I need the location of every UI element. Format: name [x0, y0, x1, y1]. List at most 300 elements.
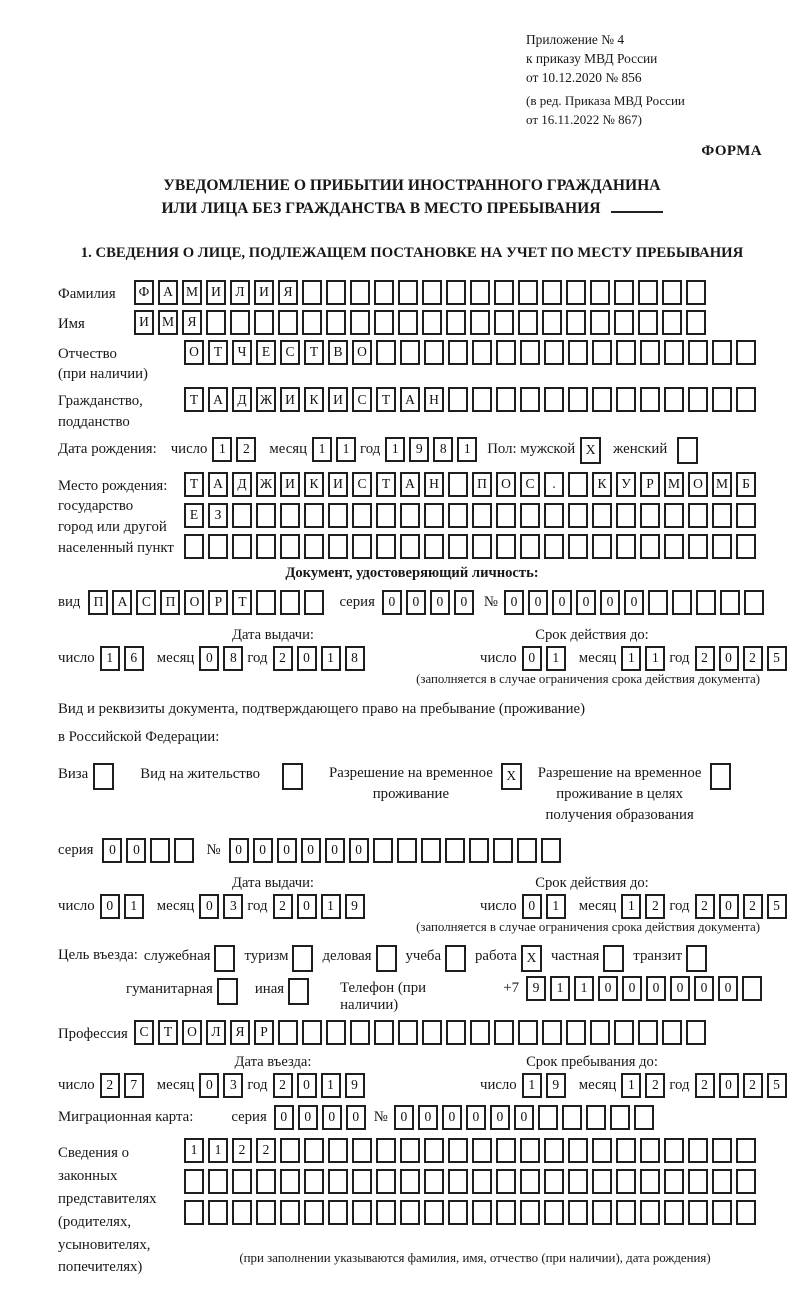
char-cell[interactable]	[664, 534, 684, 559]
char-cell[interactable]: 1	[522, 1073, 542, 1098]
char-cell[interactable]	[400, 503, 420, 528]
char-cell[interactable]	[496, 534, 516, 559]
char-cell[interactable]	[566, 310, 586, 335]
char-cell[interactable]	[568, 1169, 588, 1194]
char-cell[interactable]: 5	[767, 646, 787, 671]
char-cell[interactable]: А	[400, 387, 420, 412]
char-cell[interactable]	[672, 590, 692, 615]
char-cell[interactable]: 0	[600, 590, 620, 615]
char-cell[interactable]	[302, 310, 322, 335]
char-cell[interactable]	[518, 280, 538, 305]
char-cell[interactable]: 8	[345, 646, 365, 671]
char-cell[interactable]	[472, 1200, 492, 1225]
char-cell[interactable]	[592, 534, 612, 559]
char-cell[interactable]	[566, 1020, 586, 1045]
char-cell[interactable]: М	[664, 472, 684, 497]
char-cell[interactable]	[400, 1169, 420, 1194]
char-cell[interactable]	[664, 340, 684, 365]
char-cell[interactable]: 1	[321, 646, 341, 671]
char-cell[interactable]	[664, 1200, 684, 1225]
char-cell[interactable]	[397, 838, 417, 863]
char-cell[interactable]	[304, 590, 324, 615]
char-cell[interactable]	[352, 534, 372, 559]
char-cell[interactable]	[736, 387, 756, 412]
char-cell[interactable]: 9	[526, 976, 546, 1001]
char-cell[interactable]: 0	[624, 590, 644, 615]
char-cell[interactable]: О	[688, 472, 708, 497]
char-cell[interactable]: 2	[236, 437, 256, 462]
char-cell[interactable]: 9	[546, 1073, 566, 1098]
char-cell[interactable]	[184, 534, 204, 559]
char-cell[interactable]: 0	[126, 838, 146, 863]
char-cell[interactable]: С	[520, 472, 540, 497]
char-cell[interactable]	[688, 387, 708, 412]
char-cell[interactable]: Т	[184, 387, 204, 412]
char-cell[interactable]: 0	[622, 976, 642, 1001]
char-cell[interactable]: 2	[645, 894, 665, 919]
char-cell[interactable]	[518, 310, 538, 335]
char-cell[interactable]: 0	[297, 646, 317, 671]
char-cell[interactable]: У	[616, 472, 636, 497]
char-cell[interactable]	[302, 280, 322, 305]
char-cell[interactable]: 0	[528, 590, 548, 615]
char-cell[interactable]	[616, 1200, 636, 1225]
char-cell[interactable]: К	[592, 472, 612, 497]
char-cell[interactable]: 2	[743, 1073, 763, 1098]
char-cell[interactable]	[326, 280, 346, 305]
char-cell[interactable]: 0	[719, 646, 739, 671]
char-cell[interactable]	[648, 590, 668, 615]
char-cell[interactable]	[592, 340, 612, 365]
char-cell[interactable]: .	[544, 472, 564, 497]
char-cell[interactable]	[544, 1169, 564, 1194]
visa-checkbox[interactable]	[93, 763, 114, 790]
char-cell[interactable]: 2	[256, 1138, 276, 1163]
char-cell[interactable]	[256, 534, 276, 559]
char-cell[interactable]	[640, 1200, 660, 1225]
char-cell[interactable]	[614, 280, 634, 305]
char-cell[interactable]	[208, 534, 228, 559]
char-cell[interactable]: 1	[184, 1138, 204, 1163]
char-cell[interactable]: 1	[457, 437, 477, 462]
char-cell[interactable]	[422, 310, 442, 335]
char-cell[interactable]	[494, 1020, 514, 1045]
char-cell[interactable]	[517, 838, 537, 863]
char-cell[interactable]	[736, 340, 756, 365]
char-cell[interactable]: Д	[232, 472, 252, 497]
char-cell[interactable]	[640, 1169, 660, 1194]
char-cell[interactable]	[712, 1169, 732, 1194]
char-cell[interactable]	[304, 1138, 324, 1163]
char-cell[interactable]	[568, 472, 588, 497]
char-cell[interactable]	[742, 976, 762, 1001]
char-cell[interactable]: 3	[223, 894, 243, 919]
char-cell[interactable]	[448, 387, 468, 412]
char-cell[interactable]: 2	[100, 1073, 120, 1098]
char-cell[interactable]: Я	[278, 280, 298, 305]
char-cell[interactable]: Ф	[134, 280, 154, 305]
char-cell[interactable]	[736, 1138, 756, 1163]
char-cell[interactable]	[232, 1169, 252, 1194]
char-cell[interactable]	[254, 310, 274, 335]
char-cell[interactable]: 2	[743, 894, 763, 919]
char-cell[interactable]: 9	[409, 437, 429, 462]
char-cell[interactable]	[445, 838, 465, 863]
char-cell[interactable]	[520, 503, 540, 528]
char-cell[interactable]: 0	[430, 590, 450, 615]
char-cell[interactable]	[686, 280, 706, 305]
char-cell[interactable]: 0	[297, 894, 317, 919]
char-cell[interactable]: 0	[522, 646, 542, 671]
char-cell[interactable]: Ж	[256, 472, 276, 497]
purpose-work-checkbox[interactable]: X	[521, 945, 542, 972]
char-cell[interactable]	[568, 1138, 588, 1163]
char-cell[interactable]	[686, 310, 706, 335]
char-cell[interactable]: Т	[304, 340, 324, 365]
char-cell[interactable]	[328, 503, 348, 528]
char-cell[interactable]	[640, 503, 660, 528]
char-cell[interactable]	[616, 1138, 636, 1163]
char-cell[interactable]	[590, 280, 610, 305]
char-cell[interactable]	[328, 1138, 348, 1163]
char-cell[interactable]: 8	[223, 646, 243, 671]
purpose-transit-checkbox[interactable]	[686, 945, 707, 972]
char-cell[interactable]	[184, 1200, 204, 1225]
char-cell[interactable]	[278, 1020, 298, 1045]
char-cell[interactable]	[640, 387, 660, 412]
char-cell[interactable]: 0	[297, 1073, 317, 1098]
char-cell[interactable]	[232, 534, 252, 559]
char-cell[interactable]	[542, 310, 562, 335]
char-cell[interactable]	[494, 310, 514, 335]
char-cell[interactable]	[494, 280, 514, 305]
char-cell[interactable]	[446, 310, 466, 335]
char-cell[interactable]: О	[182, 1020, 202, 1045]
char-cell[interactable]: 0	[552, 590, 572, 615]
char-cell[interactable]: М	[182, 280, 202, 305]
char-cell[interactable]	[280, 503, 300, 528]
char-cell[interactable]	[638, 310, 658, 335]
char-cell[interactable]: В	[328, 340, 348, 365]
char-cell[interactable]: 1	[321, 894, 341, 919]
char-cell[interactable]: 0	[325, 838, 345, 863]
purpose-business-checkbox[interactable]	[214, 945, 235, 972]
char-cell[interactable]	[688, 534, 708, 559]
char-cell[interactable]	[541, 838, 561, 863]
char-cell[interactable]: 0	[199, 894, 219, 919]
char-cell[interactable]: Б	[736, 472, 756, 497]
char-cell[interactable]: 0	[522, 894, 542, 919]
char-cell[interactable]: 0	[576, 590, 596, 615]
char-cell[interactable]	[520, 534, 540, 559]
char-cell[interactable]: Т	[232, 590, 252, 615]
char-cell[interactable]: Т	[376, 387, 396, 412]
char-cell[interactable]	[640, 534, 660, 559]
char-cell[interactable]	[304, 1169, 324, 1194]
char-cell[interactable]	[592, 1138, 612, 1163]
char-cell[interactable]	[448, 340, 468, 365]
char-cell[interactable]	[496, 503, 516, 528]
char-cell[interactable]	[712, 387, 732, 412]
char-cell[interactable]: 0	[418, 1105, 438, 1130]
char-cell[interactable]: Л	[230, 280, 250, 305]
char-cell[interactable]	[350, 310, 370, 335]
char-cell[interactable]: 2	[273, 646, 293, 671]
char-cell[interactable]	[446, 1020, 466, 1045]
char-cell[interactable]: 1	[621, 894, 641, 919]
char-cell[interactable]	[520, 1138, 540, 1163]
char-cell[interactable]	[184, 1169, 204, 1194]
char-cell[interactable]: 1	[546, 894, 566, 919]
char-cell[interactable]: 1	[574, 976, 594, 1001]
char-cell[interactable]	[448, 472, 468, 497]
char-cell[interactable]: 1	[124, 894, 144, 919]
char-cell[interactable]	[470, 280, 490, 305]
char-cell[interactable]: С	[352, 472, 372, 497]
char-cell[interactable]: Е	[184, 503, 204, 528]
char-cell[interactable]	[568, 340, 588, 365]
char-cell[interactable]	[544, 1200, 564, 1225]
char-cell[interactable]: С	[352, 387, 372, 412]
char-cell[interactable]	[568, 387, 588, 412]
char-cell[interactable]	[688, 1169, 708, 1194]
char-cell[interactable]: 1	[208, 1138, 228, 1163]
char-cell[interactable]: 1	[212, 437, 232, 462]
char-cell[interactable]: 0	[719, 1073, 739, 1098]
char-cell[interactable]: Р	[208, 590, 228, 615]
char-cell[interactable]	[422, 280, 442, 305]
char-cell[interactable]	[422, 1020, 442, 1045]
char-cell[interactable]	[374, 310, 394, 335]
char-cell[interactable]	[448, 534, 468, 559]
purpose-humanitarian-checkbox[interactable]	[217, 978, 238, 1005]
char-cell[interactable]	[662, 310, 682, 335]
char-cell[interactable]	[472, 1169, 492, 1194]
char-cell[interactable]	[448, 503, 468, 528]
char-cell[interactable]	[376, 534, 396, 559]
char-cell[interactable]	[472, 503, 492, 528]
char-cell[interactable]: 9	[345, 894, 365, 919]
char-cell[interactable]	[280, 590, 300, 615]
char-cell[interactable]	[590, 310, 610, 335]
char-cell[interactable]	[280, 1200, 300, 1225]
char-cell[interactable]: А	[112, 590, 132, 615]
char-cell[interactable]: 6	[124, 646, 144, 671]
char-cell[interactable]: 0	[670, 976, 690, 1001]
char-cell[interactable]	[256, 590, 276, 615]
char-cell[interactable]	[448, 1200, 468, 1225]
char-cell[interactable]: 0	[598, 976, 618, 1001]
char-cell[interactable]	[568, 503, 588, 528]
char-cell[interactable]	[638, 280, 658, 305]
char-cell[interactable]	[350, 1020, 370, 1045]
char-cell[interactable]	[278, 310, 298, 335]
char-cell[interactable]	[592, 503, 612, 528]
char-cell[interactable]	[174, 838, 194, 863]
char-cell[interactable]: 0	[298, 1105, 318, 1130]
char-cell[interactable]: Я	[230, 1020, 250, 1045]
char-cell[interactable]	[688, 1138, 708, 1163]
char-cell[interactable]	[352, 503, 372, 528]
char-cell[interactable]	[566, 280, 586, 305]
char-cell[interactable]: П	[88, 590, 108, 615]
char-cell[interactable]	[256, 1169, 276, 1194]
char-cell[interactable]	[352, 1200, 372, 1225]
char-cell[interactable]: 0	[199, 646, 219, 671]
char-cell[interactable]	[448, 1169, 468, 1194]
char-cell[interactable]	[232, 1200, 252, 1225]
char-cell[interactable]: 1	[100, 646, 120, 671]
char-cell[interactable]: 2	[695, 646, 715, 671]
char-cell[interactable]	[592, 1200, 612, 1225]
char-cell[interactable]	[230, 310, 250, 335]
char-cell[interactable]	[520, 1200, 540, 1225]
char-cell[interactable]	[634, 1105, 654, 1130]
char-cell[interactable]: А	[158, 280, 178, 305]
char-cell[interactable]: 0	[719, 894, 739, 919]
char-cell[interactable]	[208, 1169, 228, 1194]
char-cell[interactable]: Е	[256, 340, 276, 365]
char-cell[interactable]: 0	[718, 976, 738, 1001]
char-cell[interactable]	[376, 1169, 396, 1194]
char-cell[interactable]: Л	[206, 1020, 226, 1045]
char-cell[interactable]: Т	[376, 472, 396, 497]
char-cell[interactable]	[592, 1169, 612, 1194]
char-cell[interactable]: 0	[490, 1105, 510, 1130]
char-cell[interactable]	[712, 534, 732, 559]
char-cell[interactable]: 5	[767, 1073, 787, 1098]
char-cell[interactable]	[326, 310, 346, 335]
char-cell[interactable]: 0	[277, 838, 297, 863]
char-cell[interactable]	[664, 503, 684, 528]
char-cell[interactable]	[376, 503, 396, 528]
char-cell[interactable]	[712, 340, 732, 365]
char-cell[interactable]	[421, 838, 441, 863]
char-cell[interactable]: И	[280, 472, 300, 497]
char-cell[interactable]: 2	[695, 894, 715, 919]
char-cell[interactable]: 0	[442, 1105, 462, 1130]
char-cell[interactable]: 1	[336, 437, 356, 462]
char-cell[interactable]	[720, 590, 740, 615]
temp-residence-edu-checkbox[interactable]	[710, 763, 731, 790]
char-cell[interactable]	[712, 1138, 732, 1163]
char-cell[interactable]	[544, 503, 564, 528]
char-cell[interactable]: И	[254, 280, 274, 305]
char-cell[interactable]	[424, 340, 444, 365]
char-cell[interactable]	[616, 503, 636, 528]
char-cell[interactable]: П	[472, 472, 492, 497]
char-cell[interactable]	[470, 310, 490, 335]
char-cell[interactable]: 1	[550, 976, 570, 1001]
char-cell[interactable]	[662, 280, 682, 305]
char-cell[interactable]	[562, 1105, 582, 1130]
char-cell[interactable]	[712, 1200, 732, 1225]
char-cell[interactable]: 2	[232, 1138, 252, 1163]
char-cell[interactable]: Д	[232, 387, 252, 412]
purpose-private-checkbox[interactable]	[603, 945, 624, 972]
char-cell[interactable]	[518, 1020, 538, 1045]
char-cell[interactable]	[496, 1138, 516, 1163]
char-cell[interactable]	[638, 1020, 658, 1045]
purpose-tourism-checkbox[interactable]	[292, 945, 313, 972]
char-cell[interactable]: Н	[424, 472, 444, 497]
char-cell[interactable]: Р	[254, 1020, 274, 1045]
char-cell[interactable]	[616, 1169, 636, 1194]
char-cell[interactable]	[206, 310, 226, 335]
char-cell[interactable]	[424, 534, 444, 559]
char-cell[interactable]	[376, 1138, 396, 1163]
char-cell[interactable]	[538, 1105, 558, 1130]
char-cell[interactable]: Ж	[256, 387, 276, 412]
char-cell[interactable]: 0	[694, 976, 714, 1001]
char-cell[interactable]: С	[280, 340, 300, 365]
char-cell[interactable]	[542, 280, 562, 305]
char-cell[interactable]	[424, 1138, 444, 1163]
char-cell[interactable]	[688, 340, 708, 365]
char-cell[interactable]	[326, 1020, 346, 1045]
char-cell[interactable]	[496, 340, 516, 365]
char-cell[interactable]	[736, 534, 756, 559]
char-cell[interactable]: 0	[322, 1105, 342, 1130]
char-cell[interactable]: 0	[229, 838, 249, 863]
char-cell[interactable]: С	[136, 590, 156, 615]
char-cell[interactable]: 1	[621, 1073, 641, 1098]
char-cell[interactable]	[662, 1020, 682, 1045]
char-cell[interactable]: 0	[382, 590, 402, 615]
char-cell[interactable]	[328, 1200, 348, 1225]
char-cell[interactable]: 0	[349, 838, 369, 863]
char-cell[interactable]	[232, 503, 252, 528]
char-cell[interactable]	[520, 387, 540, 412]
char-cell[interactable]	[744, 590, 764, 615]
sex-female-checkbox[interactable]	[677, 437, 698, 464]
char-cell[interactable]: 3	[223, 1073, 243, 1098]
char-cell[interactable]	[376, 1200, 396, 1225]
char-cell[interactable]	[493, 838, 513, 863]
char-cell[interactable]: И	[328, 472, 348, 497]
char-cell[interactable]	[256, 1200, 276, 1225]
char-cell[interactable]: А	[208, 387, 228, 412]
char-cell[interactable]: О	[184, 590, 204, 615]
char-cell[interactable]	[688, 503, 708, 528]
char-cell[interactable]	[328, 534, 348, 559]
char-cell[interactable]: И	[328, 387, 348, 412]
char-cell[interactable]: 0	[346, 1105, 366, 1130]
char-cell[interactable]: 0	[646, 976, 666, 1001]
char-cell[interactable]	[696, 590, 716, 615]
char-cell[interactable]: О	[496, 472, 516, 497]
char-cell[interactable]	[400, 340, 420, 365]
char-cell[interactable]: М	[712, 472, 732, 497]
char-cell[interactable]	[686, 1020, 706, 1045]
char-cell[interactable]	[664, 1169, 684, 1194]
char-cell[interactable]: 0	[199, 1073, 219, 1098]
char-cell[interactable]	[544, 534, 564, 559]
char-cell[interactable]	[376, 340, 396, 365]
char-cell[interactable]: 0	[253, 838, 273, 863]
char-cell[interactable]	[150, 838, 170, 863]
char-cell[interactable]: 1	[546, 646, 566, 671]
residence-permit-checkbox[interactable]	[282, 763, 303, 790]
char-cell[interactable]: 1	[312, 437, 332, 462]
char-cell[interactable]	[472, 387, 492, 412]
char-cell[interactable]: Я	[182, 310, 202, 335]
char-cell[interactable]	[610, 1105, 630, 1130]
char-cell[interactable]	[472, 534, 492, 559]
char-cell[interactable]	[350, 280, 370, 305]
char-cell[interactable]: Р	[640, 472, 660, 497]
char-cell[interactable]	[373, 838, 393, 863]
